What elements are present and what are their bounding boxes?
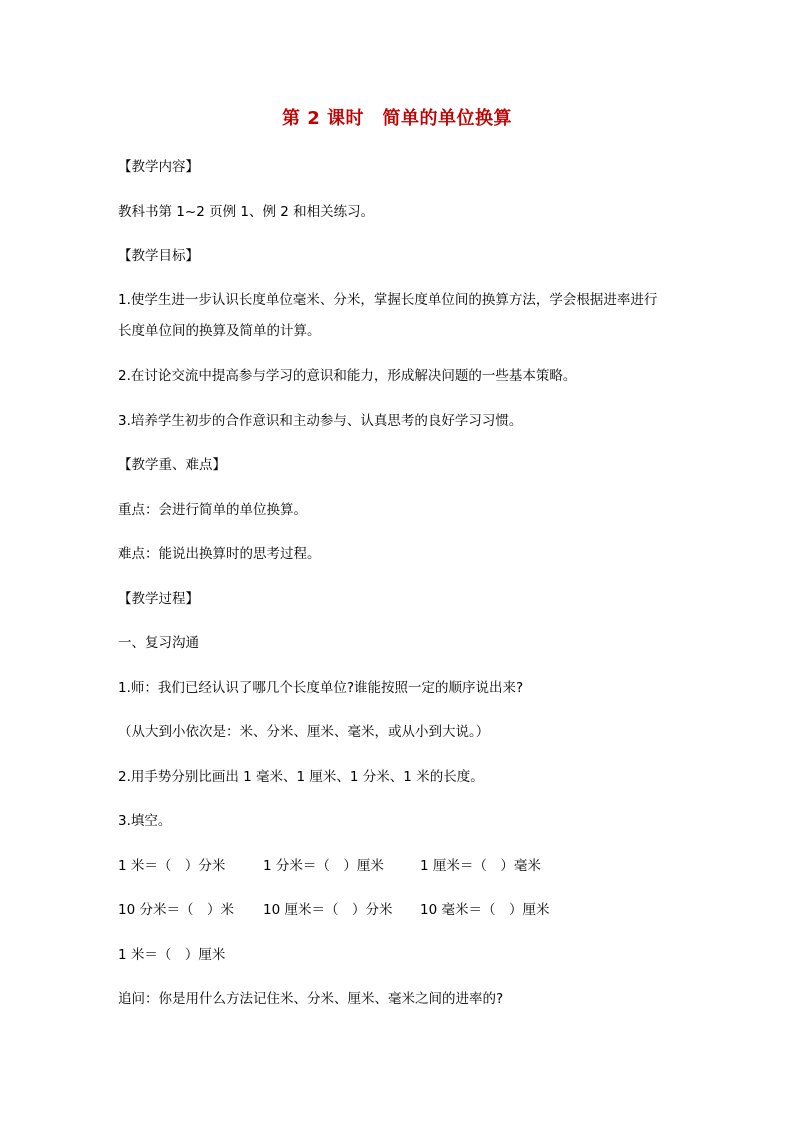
fill-blank-3-1: 1 米＝（ ）厘米 xyxy=(118,947,226,963)
goal-3: 3.培养学生初步的合作意识和主动参与、认真思考的良好学习习惯。 xyxy=(118,413,523,429)
question-1: 1.师：我们已经认识了哪几个长度单位?谁能按照一定的顺序说出来? xyxy=(118,680,524,696)
goal-1-line-1: 1.使学生进一步认识长度单位毫米、分米，掌握长度单位间的换算方法，学会根据进率进行 xyxy=(118,292,658,308)
part-1-heading: 一、复习沟通 xyxy=(118,635,199,651)
difficult-point: 难点：能说出换算时的思考过程。 xyxy=(118,546,321,562)
content-text: 教科书第 1~2 页例 1、例 2 和相关练习。 xyxy=(118,204,375,220)
section-heading-goals: 【教学目标】 xyxy=(118,248,199,264)
goal-1-line-2: 长度单位间的换算及简单的计算。 xyxy=(118,323,321,339)
fill-blank-1-1: 1 米＝（ ）分米 xyxy=(118,858,226,874)
fill-blank-2-3: 10 毫米＝（ ）厘米 xyxy=(420,902,550,918)
section-heading-process: 【教学过程】 xyxy=(118,591,199,607)
key-point: 重点：会进行简单的单位换算。 xyxy=(118,502,307,518)
section-heading-content: 【教学内容】 xyxy=(118,159,199,175)
question-3: 3.填空。 xyxy=(118,813,172,829)
question-2: 2.用手势分别比画出 1 毫米、1 厘米、1 分米、1 米的长度。 xyxy=(118,769,484,785)
fill-blank-2-1: 10 分米＝（ ）米 xyxy=(118,902,234,918)
goal-2: 2.在讨论交流中提高参与学习的意识和能力，形成解决问题的一些基本策略。 xyxy=(118,368,577,384)
question-1-answer: （从大到小依次是：米、分米、厘米、毫米，或从小到大说。） xyxy=(118,724,490,740)
page-title: 第 2 课时 简单的单位换算 xyxy=(281,108,513,129)
section-heading-key-points: 【教学重、难点】 xyxy=(118,457,226,473)
fill-blank-1-2: 1 分米＝（ ）厘米 xyxy=(263,858,384,874)
follow-up-question: 追问：你是用什么方法记住米、分米、厘米、毫米之间的进率的? xyxy=(118,991,504,1007)
fill-blank-2-2: 10 厘米＝（ ）分米 xyxy=(263,902,393,918)
fill-blank-1-3: 1 厘米＝（ ）毫米 xyxy=(420,858,541,874)
